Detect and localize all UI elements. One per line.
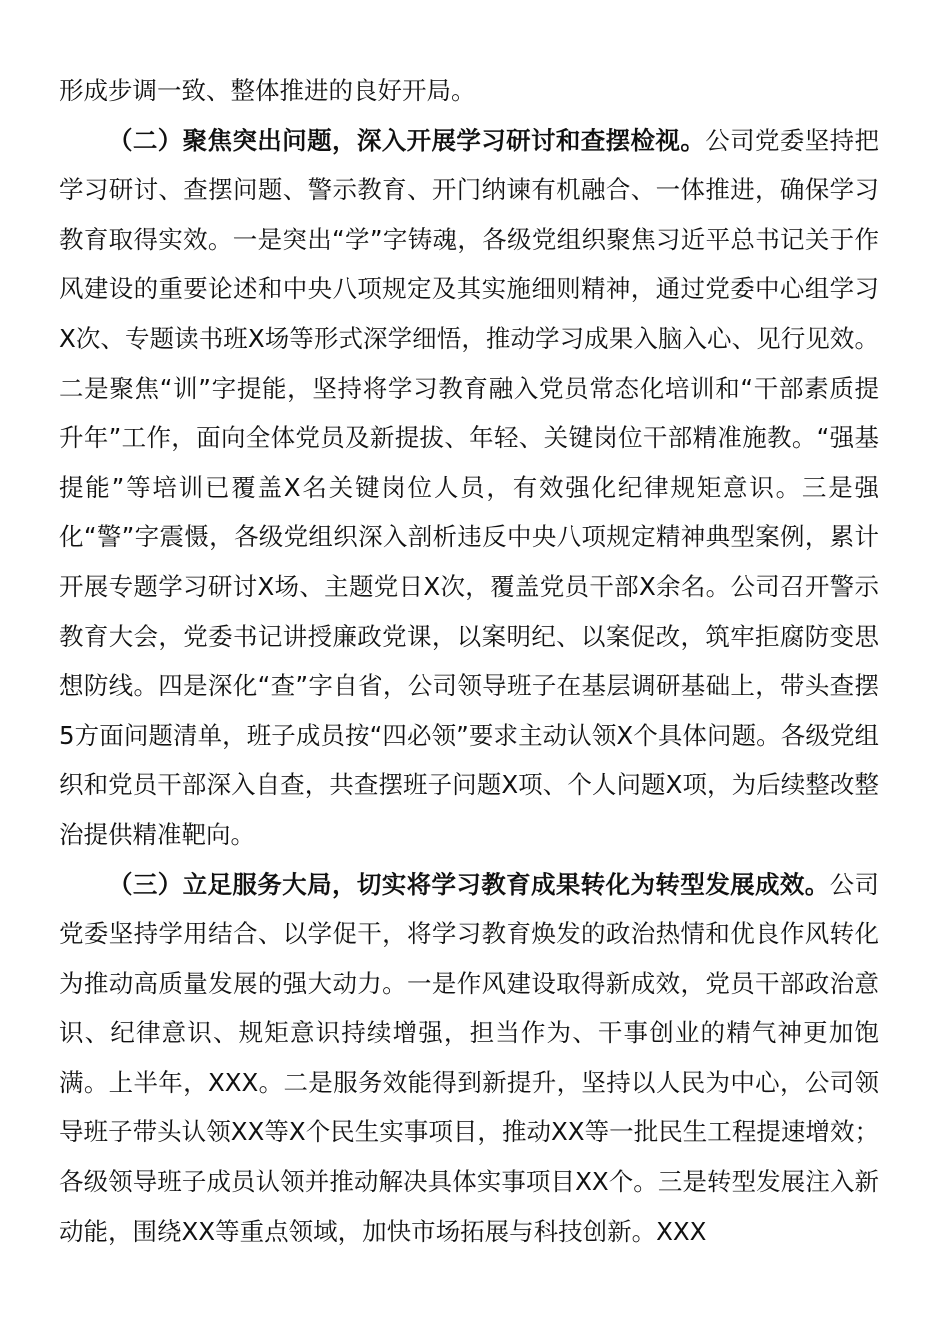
paragraph-section-2 — [59, 116, 879, 860]
paragraph-text: 形成步调一致、整体推进的良好开局。 — [59, 76, 476, 105]
paragraph-opening — [59, 66, 879, 116]
paragraph-text: 公司党委坚持把学习研讨、查摆问题、警示教育、开门纳谏有机融合、一体推进，确保学习教育取得实效。一是突出“学”字铸魂，各级党组织聚焦习近平总书记关于作风建设的重要论述和中央八项规定及其实施细则精神，通过党委中心组学习X次、专题读书班X场等形式深学细悟，推动学习成果入脑入心、见行见效。二是聚焦“训”字提能，坚持将学习教育融入党员常态化培训和“干部素质提升年”工作，面向全体党员及新提拔、年轻、关键岗位干部精准施教。“强基提能”等培训已覆盖X名关键岗位人员，有效强化纪律规矩意识。三是强化“警”字震慑，各级党组织深入剖析违反中央八项规定精神典型案例，累计开展专题学习研讨X场、主题党日X次，覆盖党员干部X余名。公司召开警示教育大会，党委书记讲授廉政党课，以案明纪、以案促改，筑牢拒腐防变思想防线。四是深化“查”字自省，公司领导班子在基层调研基础上，带头查摆5方面问题清单，班子成员按“四必领”要求主动认领X个具体问题。各级党组织和党员干部深入自查，共查摆班子问题X项、个人问题X项，为后续整改整治提供精准靶向。 — [59, 125, 880, 849]
section-heading: （二）聚焦突出问题，深入开展学习研讨和查摆检视。 — [108, 125, 706, 155]
paragraph-text: 公司党委坚持学用结合、以学促干，将学习教育焕发的政治热情和优良作风转化为推动高质量发展的强大动力。一是作风建设取得新成效，党员干部政治意识、纪律意识、规矩意识持续增强，担当作为、干事创业的精气神更加饱满。上半年，XXX。二是服务效能得到新提升，坚持以人民为中心，公司领导班子带头认领XX等X个民生实事项目，推动XX等一批民生工程提速增效；各级领导班子成员认领并推动解决具体实事项目XX个。三是转型发展注入新动能，围绕XX等重点领域，加快市场拓展与科技创新。XXX — [59, 869, 880, 1246]
paragraph-section-3 — [59, 860, 879, 1257]
section-heading: （三）立足服务大局，切实将学习教育成果转化为转型发展成效。 — [108, 869, 830, 899]
document-body — [59, 66, 879, 1256]
